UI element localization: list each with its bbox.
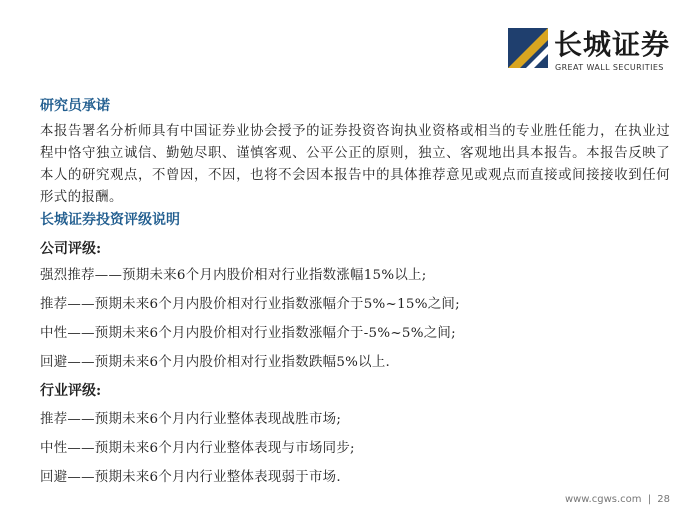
industry-rating-item: 中性——预期未来6个月内行业整体表现与市场同步; (40, 441, 355, 456)
rating-section-title: 长城证券投资评级说明 (40, 212, 180, 228)
page-number: 28 (657, 494, 670, 505)
company-rating-title: 公司评级: (40, 241, 102, 257)
footer-separator: | (647, 494, 652, 505)
company-rating-item: 回避——预期未来6个月内股价相对行业指数跌幅5%以上. (40, 355, 391, 370)
brand-name-cn: 长城证券 (554, 28, 671, 61)
company-rating-item: 中性——预期未来6个月内股价相对行业指数涨幅介于-5%~5%之间; (40, 326, 456, 341)
company-rating-item: 推荐——预期未来6个月内股价相对行业指数涨幅介于5%~15%之间; (40, 297, 460, 312)
brand-name-en: GREAT WALL SECURITIES (555, 63, 664, 72)
great-wall-logo-icon (508, 28, 548, 68)
brand-logo (508, 28, 688, 78)
commitment-body: 本报告署名分析师具有中国证券业协会授予的证券投资咨询执业资格或相当的专业胜任能力，在执业过程中恪守独立诚信、勤勉尽职、谨慎客观、公平公正的原则，独立、客观地出具本报告。本报告反映了本人的研究观点，不曾因，不因，也将不会因本报告中的具体推荐意见或观点而直接或间接接收到任何形式的报酬。 (40, 124, 670, 205)
footer-url[interactable]: www.cgws.com (564, 494, 642, 505)
commitment-title: 研究员承诺 (40, 98, 110, 114)
company-rating-item: 强烈推荐——预期未来6个月内股价相对行业指数涨幅15%以上; (40, 268, 427, 283)
industry-rating-item: 回避——预期未来6个月内行业整体表现弱于市场. (40, 470, 341, 485)
page-footer (565, 494, 670, 505)
industry-rating-item: 推荐——预期未来6个月内行业整体表现战胜市场; (40, 412, 342, 427)
industry-rating-title: 行业评级: (40, 383, 102, 399)
